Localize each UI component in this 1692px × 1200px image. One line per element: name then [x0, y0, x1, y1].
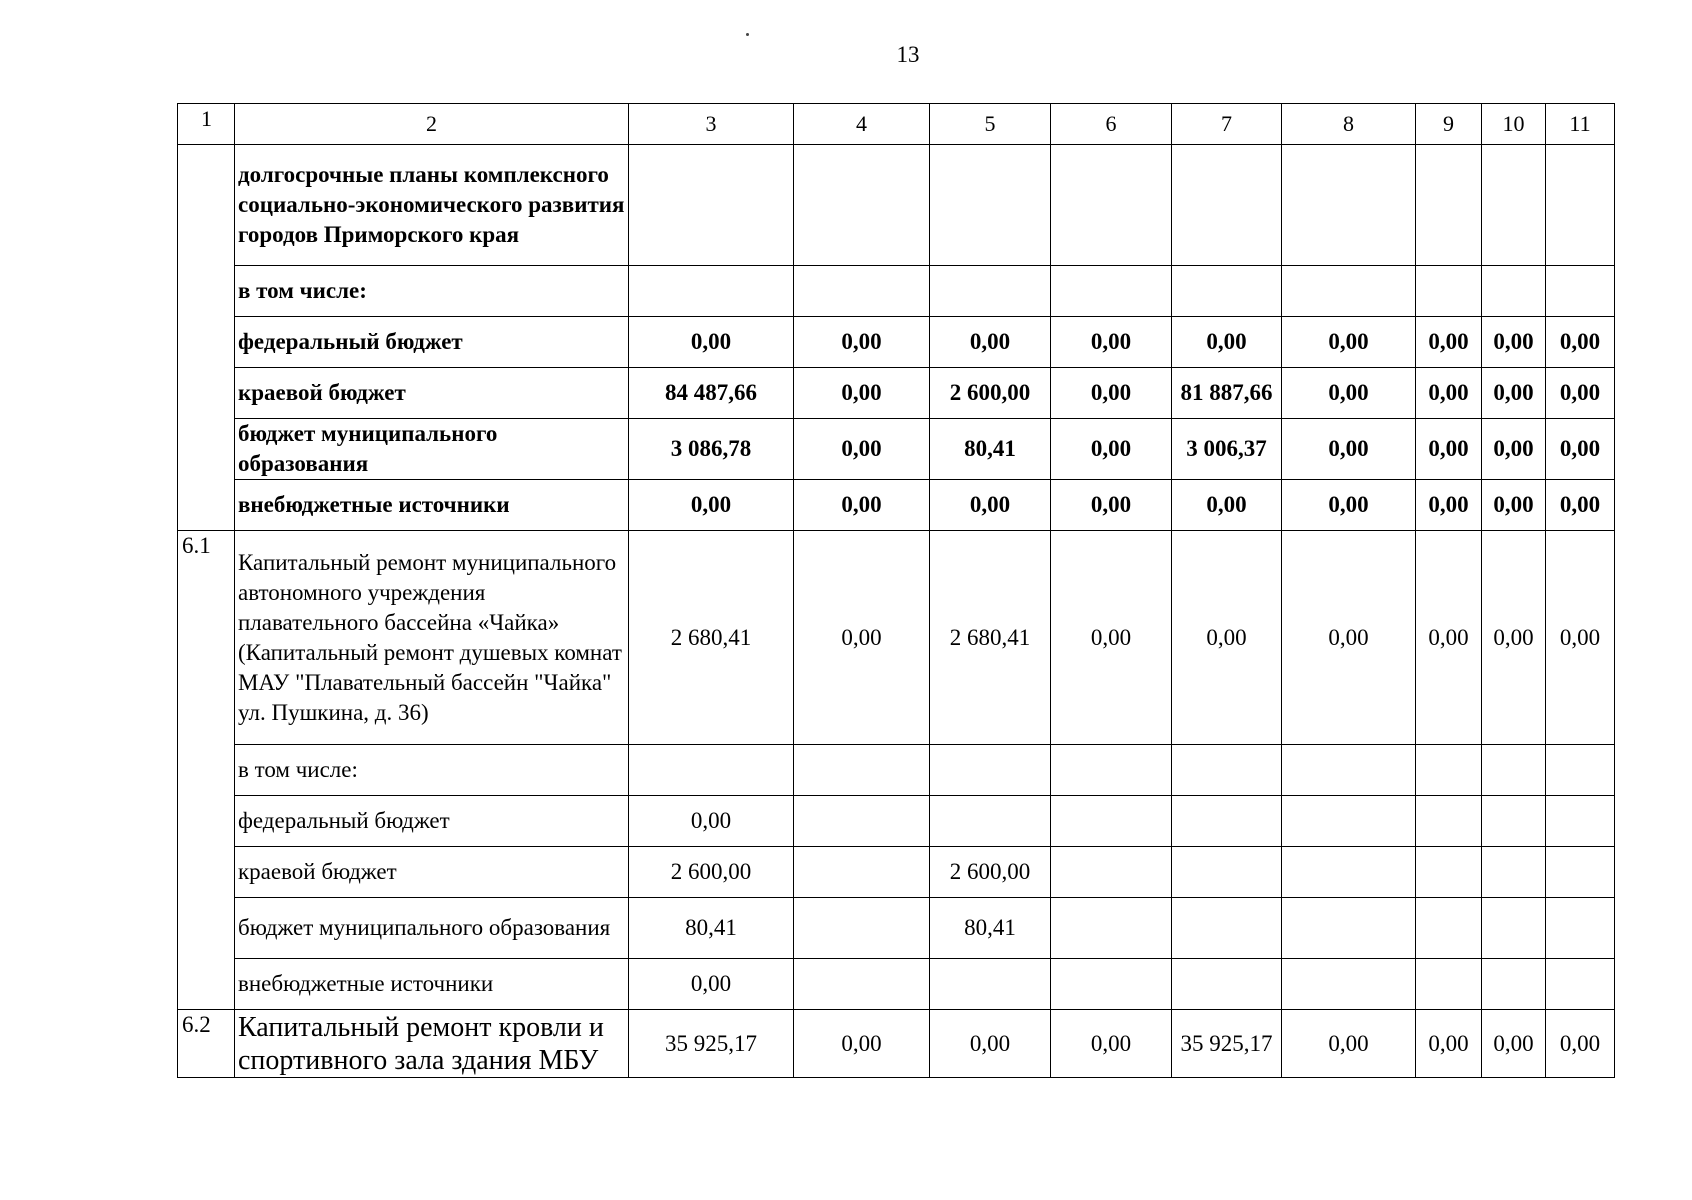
table-cell: 0,00	[930, 480, 1051, 531]
table-cell	[1416, 898, 1482, 959]
table-cell	[629, 145, 794, 266]
table-cell: 35 925,17	[1172, 1010, 1282, 1078]
table-row	[178, 847, 1615, 898]
table-cell: 80,41	[629, 898, 794, 959]
table-cell: 0,00	[1482, 419, 1546, 480]
table-cell: 2 600,00	[930, 847, 1051, 898]
table-cell: 0,00	[1416, 419, 1482, 480]
table-cell: 0,00	[1282, 368, 1416, 419]
table-row	[178, 317, 1615, 368]
table-cell: 0,00	[794, 531, 930, 745]
table-cell: 2 600,00	[629, 847, 794, 898]
table-cell: 0,00	[1172, 531, 1282, 745]
table-cell: 0,00	[1546, 1010, 1615, 1078]
table-cell	[1546, 959, 1615, 1010]
table-cell	[930, 796, 1051, 847]
table-cell: 0,00	[1416, 317, 1482, 368]
row-name: Капитальный ремонт муниципального автономного учреждения плавательного бассейна «Чайка» (Капитальный ремонт душевых комнат МАУ "Плавательный бассейн "Чайка" ул. Пушкина, д. 36)	[235, 531, 629, 745]
row-name: бюджет муниципального образования	[235, 419, 629, 480]
table-cell: 0,00	[1482, 1010, 1546, 1078]
table-cell	[1416, 745, 1482, 796]
table-cell	[629, 266, 794, 317]
table-cell	[1416, 266, 1482, 317]
table-cell: 0,00	[1282, 1010, 1416, 1078]
table-cell: 0,00	[1172, 317, 1282, 368]
table-cell	[794, 847, 930, 898]
table-cell: 0,00	[1482, 368, 1546, 419]
table-cell: 0,00	[794, 419, 930, 480]
table-cell	[930, 266, 1051, 317]
table-cell	[794, 266, 930, 317]
table-cell: 0,00	[1416, 1010, 1482, 1078]
table-row	[178, 145, 1615, 266]
column-header: 8	[1282, 104, 1416, 145]
table-cell: 0,00	[629, 480, 794, 531]
table-cell	[1282, 898, 1416, 959]
column-header: 11	[1546, 104, 1615, 145]
table-cell: 0,00	[1051, 1010, 1172, 1078]
table-cell: 0,00	[1172, 480, 1282, 531]
table-cell	[930, 145, 1051, 266]
table-cell	[1416, 959, 1482, 1010]
table-cell: 2 600,00	[930, 368, 1051, 419]
column-header: 1	[178, 104, 235, 145]
table-cell	[794, 796, 930, 847]
table-cell: 0,00	[930, 1010, 1051, 1078]
table-cell	[1482, 847, 1546, 898]
row-name: краевой бюджет	[235, 847, 629, 898]
table-cell	[794, 745, 930, 796]
table-cell: 0,00	[1051, 368, 1172, 419]
page-number: 13	[896, 42, 920, 67]
table-cell: 2 680,41	[930, 531, 1051, 745]
table-cell	[1546, 145, 1615, 266]
table-cell	[1546, 898, 1615, 959]
table-cell: 0,00	[794, 317, 930, 368]
column-header: 6	[1051, 104, 1172, 145]
table-row	[178, 745, 1615, 796]
table-cell	[1482, 959, 1546, 1010]
table-cell: 80,41	[930, 419, 1051, 480]
table-cell	[1051, 745, 1172, 796]
table-cell: 0,00	[1051, 531, 1172, 745]
column-header: 2	[235, 104, 629, 145]
table-cell: 3 086,78	[629, 419, 794, 480]
table-cell	[1482, 266, 1546, 317]
row-number: 6.1	[178, 531, 235, 1010]
table-cell: 0,00	[1282, 480, 1416, 531]
table-cell	[1172, 959, 1282, 1010]
table-cell	[1051, 145, 1172, 266]
table-cell: 0,00	[629, 317, 794, 368]
table-cell	[629, 745, 794, 796]
table-cell: 0,00	[930, 317, 1051, 368]
table-cell: 84 487,66	[629, 368, 794, 419]
row-name: долгосрочные планы комплексного социально-экономического развития городов Приморского края	[235, 145, 629, 266]
table-cell	[794, 898, 930, 959]
table-cell: 0,00	[1546, 531, 1615, 745]
table-cell	[1546, 745, 1615, 796]
column-header: 3	[629, 104, 794, 145]
table-cell	[930, 959, 1051, 1010]
table-cell: 0,00	[1546, 368, 1615, 419]
table-cell	[1546, 796, 1615, 847]
table-cell	[1546, 266, 1615, 317]
table-cell	[1172, 898, 1282, 959]
table-cell: 0,00	[1051, 317, 1172, 368]
table-cell	[1282, 145, 1416, 266]
table-row	[178, 531, 1615, 745]
table-cell: 0,00	[629, 959, 794, 1010]
row-name: в том числе:	[235, 266, 629, 317]
table-cell: 0,00	[794, 1010, 930, 1078]
row-name: внебюджетные источники	[235, 480, 629, 531]
row-name: в том числе:	[235, 745, 629, 796]
table-cell	[1282, 266, 1416, 317]
table-cell	[1172, 145, 1282, 266]
table-cell: 0,00	[1546, 419, 1615, 480]
table-cell: 0,00	[1416, 368, 1482, 419]
table-cell	[1482, 796, 1546, 847]
table-cell	[1051, 898, 1172, 959]
table-cell	[1482, 145, 1546, 266]
table-cell: 0,00	[1051, 480, 1172, 531]
row-name: бюджет муниципального образования	[235, 898, 629, 959]
column-header: 4	[794, 104, 930, 145]
table-cell: 0,00	[1546, 480, 1615, 531]
table-row	[178, 266, 1615, 317]
column-header: 9	[1416, 104, 1482, 145]
table-cell: 0,00	[1282, 317, 1416, 368]
table-cell	[1172, 847, 1282, 898]
table-cell	[1282, 745, 1416, 796]
scan-speck	[746, 33, 749, 36]
column-header: 10	[1482, 104, 1546, 145]
row-name: краевой бюджет	[235, 368, 629, 419]
table-cell	[1546, 847, 1615, 898]
table-row	[178, 959, 1615, 1010]
column-header: 7	[1172, 104, 1282, 145]
table-cell	[794, 959, 930, 1010]
table-cell	[1172, 745, 1282, 796]
table-cell: 0,00	[1482, 480, 1546, 531]
table-cell: 0,00	[1416, 480, 1482, 531]
table-cell	[1416, 145, 1482, 266]
budget-table	[177, 103, 1615, 1078]
table-cell	[1172, 796, 1282, 847]
table-cell: 80,41	[930, 898, 1051, 959]
row-name: Капитальный ремонт кровли и спортивного зала здания МБУ	[235, 1010, 629, 1078]
row-name: внебюджетные источники	[235, 959, 629, 1010]
table-cell: 3 006,37	[1172, 419, 1282, 480]
table-cell	[1051, 847, 1172, 898]
table-cell	[1282, 847, 1416, 898]
table-cell: 0,00	[794, 368, 930, 419]
table-cell	[1282, 796, 1416, 847]
header-row	[178, 104, 1615, 145]
table-cell	[1482, 745, 1546, 796]
table-row	[178, 796, 1615, 847]
table-cell: 0,00	[1282, 531, 1416, 745]
table-row	[178, 480, 1615, 531]
table-row	[178, 368, 1615, 419]
table-cell	[1416, 796, 1482, 847]
table-cell	[1282, 959, 1416, 1010]
row-name: федеральный бюджет	[235, 796, 629, 847]
table-cell: 2 680,41	[629, 531, 794, 745]
column-header: 5	[930, 104, 1051, 145]
table-cell	[1051, 796, 1172, 847]
table-cell: 0,00	[1282, 419, 1416, 480]
table-cell: 0,00	[629, 796, 794, 847]
table-cell	[1051, 266, 1172, 317]
table-row	[178, 1010, 1615, 1078]
table-cell: 0,00	[1482, 317, 1546, 368]
table-cell	[1172, 266, 1282, 317]
table-cell	[1416, 847, 1482, 898]
table-cell: 0,00	[1546, 317, 1615, 368]
row-name: федеральный бюджет	[235, 317, 629, 368]
table-cell: 0,00	[1482, 531, 1546, 745]
table-cell: 0,00	[794, 480, 930, 531]
table-cell: 0,00	[1051, 419, 1172, 480]
table-row	[178, 898, 1615, 959]
table-cell	[794, 145, 930, 266]
row-number	[178, 145, 235, 531]
table-row	[178, 419, 1615, 480]
table-cell: 0,00	[1416, 531, 1482, 745]
row-number: 6.2	[178, 1010, 235, 1078]
table-cell	[930, 745, 1051, 796]
table-cell: 81 887,66	[1172, 368, 1282, 419]
table-cell	[1482, 898, 1546, 959]
table-cell: 35 925,17	[629, 1010, 794, 1078]
table-cell	[1051, 959, 1172, 1010]
